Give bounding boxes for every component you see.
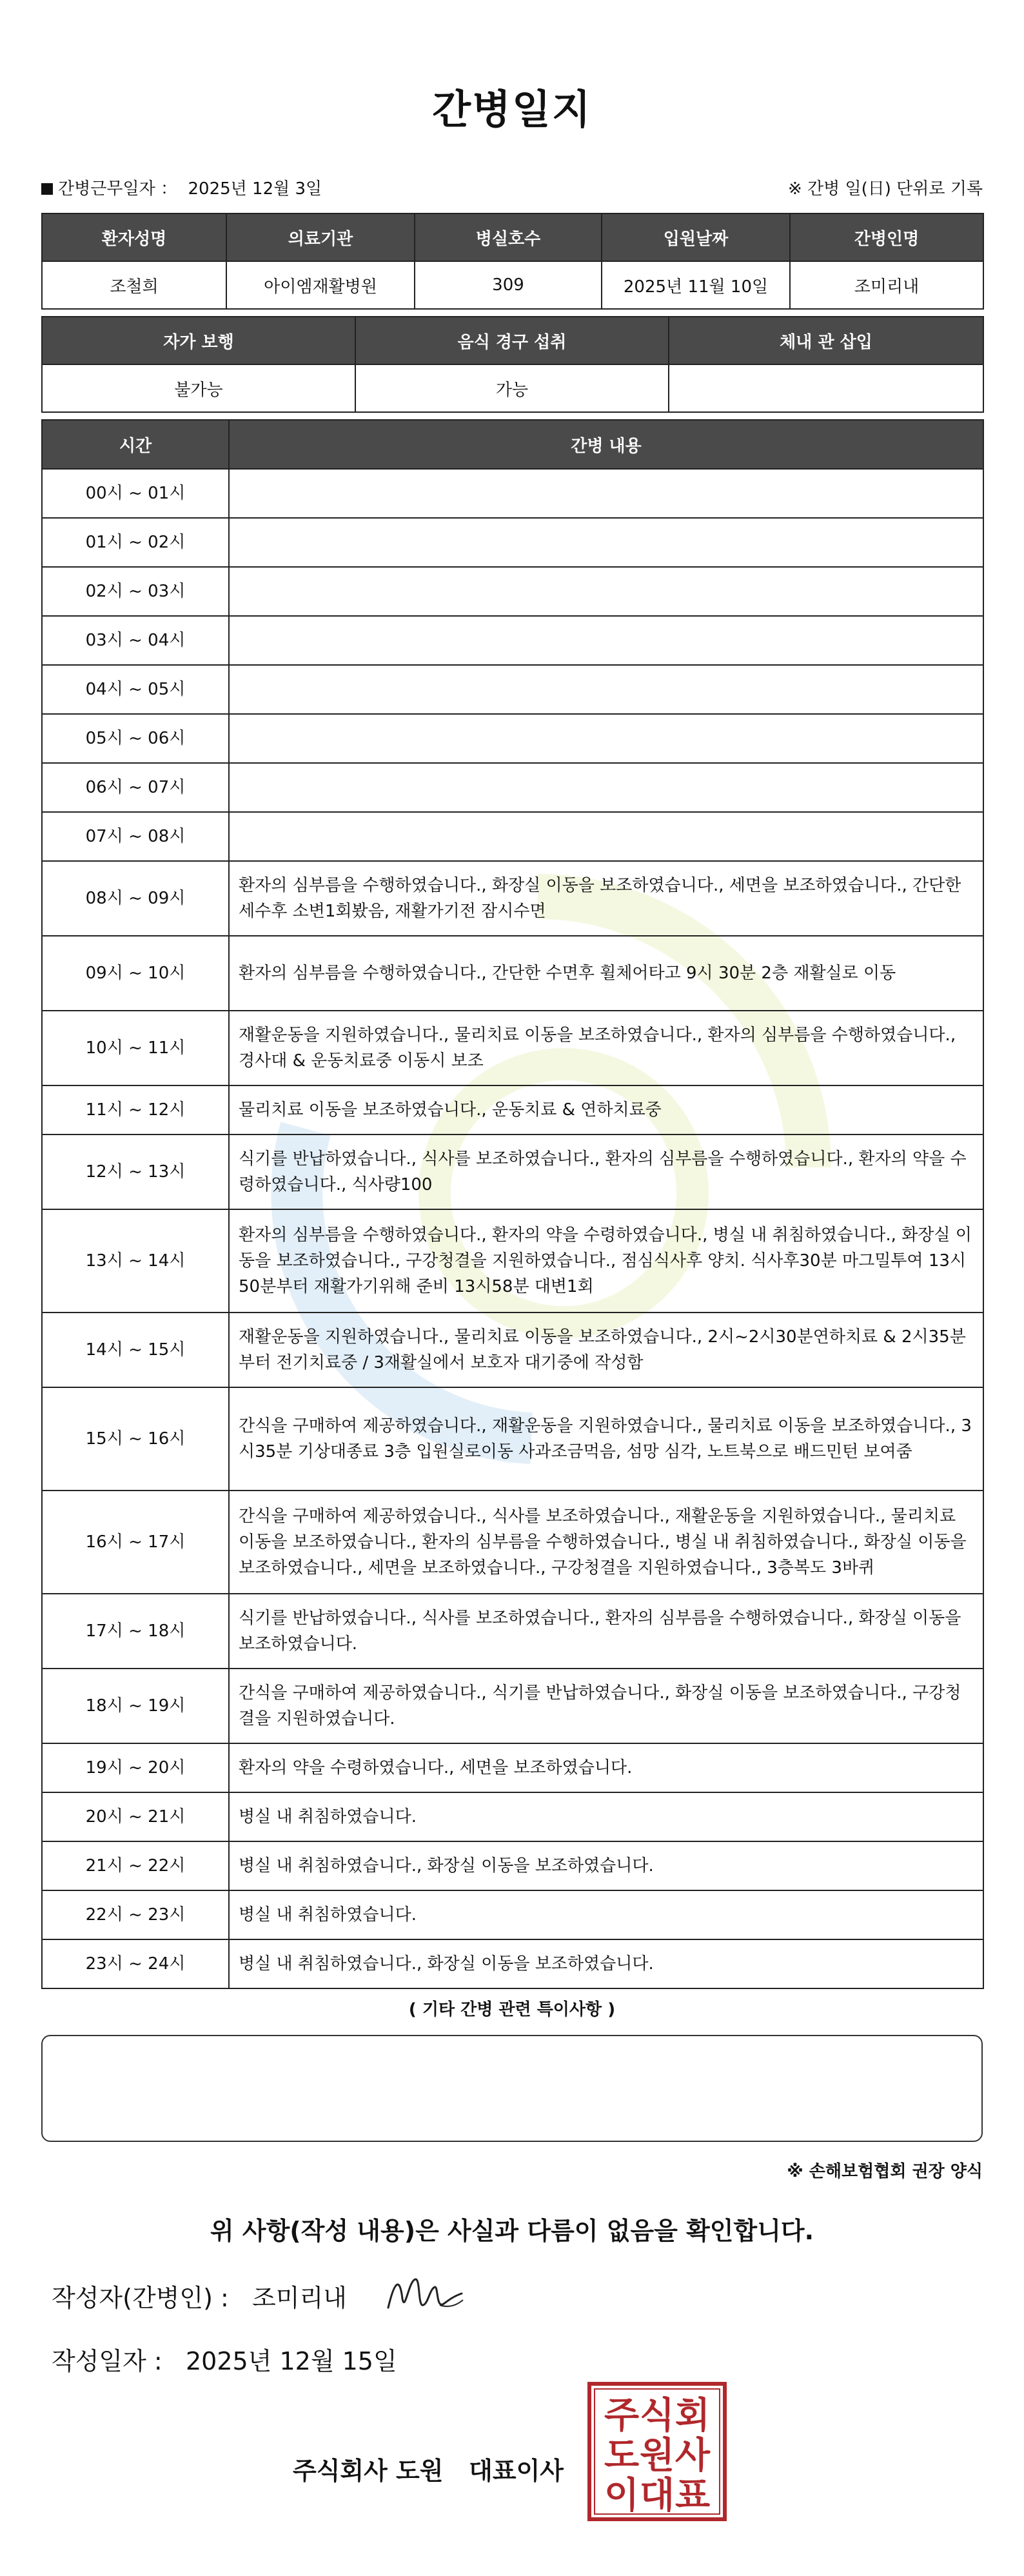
header-caregiver: 간병인명 (790, 213, 983, 261)
table-row (42, 1011, 983, 1085)
table-row (42, 1491, 983, 1594)
care-log-table (41, 419, 984, 1989)
table-row (42, 861, 983, 936)
time-slot: 15시 ~ 16시 (42, 1387, 229, 1491)
time-slot: 17시 ~ 18시 (42, 1594, 229, 1669)
table-row (42, 567, 983, 616)
time-slot: 22시 ~ 23시 (42, 1890, 229, 1939)
svg-text:도: 도 (604, 2434, 640, 2477)
table-row (42, 1313, 983, 1387)
care-content (229, 763, 983, 812)
time-slot: 13시 ~ 14시 (42, 1209, 229, 1313)
svg-text:대: 대 (639, 2474, 675, 2517)
care-content (229, 665, 983, 714)
table-row (42, 616, 983, 665)
care-content: 재활운동을 지원하였습니다., 물리치료 이동을 보조하였습니다., 2시~2시30분연하치료 & 2시35분부터 전기치료중 / 3재활실에서 보호자 대기중에 작성함 (229, 1313, 983, 1387)
time-slot: 03시 ~ 04시 (42, 616, 229, 665)
svg-text:주: 주 (604, 2394, 640, 2437)
svg-text:이: 이 (604, 2474, 640, 2517)
time-slot: 04시 ~ 05시 (42, 665, 229, 714)
walking-value: 불가능 (42, 364, 355, 412)
table-row (42, 714, 983, 763)
time-slot: 14시 ~ 15시 (42, 1313, 229, 1387)
confirmation-statement: 위 사항(작성 내용)은 사실과 다름이 없음을 확인합니다. (210, 2217, 814, 2245)
care-content: 환자의 심부름을 수행하였습니다., 환자의 약을 수령하였습니다., 병실 내 취침하였습니다., 화장실 이동을 보조하였습니다., 구강청결을 지원하였습니다., 점심식사후 양치. 식사후30분 마그밀투여 13시50분부터 재활가기위해 준비 13시58분 대변1회 (229, 1209, 983, 1313)
table-row (42, 1387, 983, 1491)
table-row (42, 1743, 983, 1792)
header-content: 간병 내용 (229, 420, 983, 469)
care-content (229, 616, 983, 665)
notes-label: ( 기타 간병 관련 특이사항 ) (408, 2000, 616, 2019)
writer-row (52, 2278, 347, 2313)
care-content: 환자의 심부름을 수행하였습니다., 화장실 이동을 보조하였습니다., 세면을 보조하였습니다., 간단한세수후 소변1회봤음, 재활가기전 잠시수면 (229, 861, 983, 936)
care-content: 병실 내 취침하였습니다. (229, 1792, 983, 1841)
recommended-form-note: ※ 손해보험협회 권장 양식 (787, 2162, 983, 2181)
company-seal-image (587, 2381, 727, 2522)
svg-text:원: 원 (639, 2434, 675, 2477)
time-slot: 01시 ~ 02시 (42, 518, 229, 567)
patient-info-table (41, 213, 984, 310)
time-slot: 19시 ~ 20시 (42, 1743, 229, 1792)
time-slot: 08시 ~ 09시 (42, 861, 229, 936)
care-content (229, 469, 983, 518)
time-slot: 07시 ~ 08시 (42, 812, 229, 861)
header-hospital: 의료기관 (226, 213, 415, 261)
admission-date: 2025년 11월 10일 (602, 261, 790, 309)
header-oral-intake: 음식 경구 섭취 (355, 317, 669, 364)
header-walking: 자가 보행 (42, 317, 355, 364)
written-date-label: 작성일자 : (52, 2347, 162, 2375)
time-slot: 02시 ~ 03시 (42, 567, 229, 616)
svg-text:회: 회 (674, 2394, 711, 2437)
care-content: 환자의 약을 수령하였습니다., 세면을 보조하였습니다. (229, 1743, 983, 1792)
written-date-value: 2025년 12월 15일 (185, 2347, 397, 2375)
writer-label: 작성자(간병인) : (52, 2284, 229, 2312)
care-content: 환자의 심부름을 수행하였습니다., 간단한 수면후 휠체어타고 9시 30분 2층 재활실로 이동 (229, 936, 983, 1011)
work-date-block (41, 175, 322, 199)
header-room: 병실호수 (415, 213, 602, 261)
care-content (229, 812, 983, 861)
tube-value (669, 364, 983, 412)
time-slot: 10시 ~ 11시 (42, 1011, 229, 1085)
table-row (42, 1085, 983, 1134)
svg-text:식: 식 (639, 2394, 675, 2437)
svg-text:사: 사 (674, 2434, 711, 2477)
time-slot: 18시 ~ 19시 (42, 1669, 229, 1743)
notes-box (41, 2035, 983, 2142)
table-row (42, 1841, 983, 1890)
care-content (229, 518, 983, 567)
caregiver-name: 조미리내 (790, 261, 983, 309)
care-content: 병실 내 취침하였습니다., 화장실 이동을 보조하였습니다. (229, 1841, 983, 1890)
care-log-rows (42, 469, 983, 1988)
care-content: 병실 내 취침하였습니다., 화장실 이동을 보조하였습니다. (229, 1939, 983, 1988)
patient-name: 조철희 (42, 261, 226, 309)
time-slot: 00시 ~ 01시 (42, 469, 229, 518)
table-row (42, 1134, 983, 1209)
table-row (42, 518, 983, 567)
care-content: 병실 내 취침하였습니다. (229, 1890, 983, 1939)
work-date-row (41, 175, 983, 201)
table-row (42, 1890, 983, 1939)
signature-image (383, 2268, 467, 2319)
table-row (42, 1209, 983, 1313)
work-date-label: 간병근무일자 ： (58, 179, 177, 199)
table-row (42, 1669, 983, 1743)
care-content (229, 567, 983, 616)
table-row (42, 812, 983, 861)
header-admission-date: 입원날짜 (602, 213, 790, 261)
table-row (42, 469, 983, 518)
writer-name: 조미리내 (252, 2284, 347, 2312)
ability-table (41, 316, 984, 413)
care-content: 재활운동을 지원하였습니다., 물리치료 이동을 보조하였습니다., 환자의 심부름을 수행하였습니다., 경사대 & 운동치료중 이동시 보조 (229, 1011, 983, 1085)
time-slot: 06시 ~ 07시 (42, 763, 229, 812)
time-slot: 12시 ~ 13시 (42, 1134, 229, 1209)
care-content: 간식을 구매하여 제공하였습니다., 식사를 보조하였습니다., 재활운동을 지원하였습니다., 물리치료 이동을 보조하였습니다., 환자의 심부름을 수행하였습니다., 병실 내 취침하였습니다., 화장실 이동을 보조하였습니다., 세면을 보조하였습니다., 구강청결을 지원하였습니다., 3층복도 3바퀴 (229, 1491, 983, 1594)
time-slot: 11시 ~ 12시 (42, 1085, 229, 1134)
table-row (42, 1792, 983, 1841)
work-date-value: 2025년 12월 3일 (188, 179, 322, 199)
document-title: 간병일지 (432, 86, 592, 133)
care-content (229, 714, 983, 763)
room-number: 309 (415, 261, 602, 309)
time-slot: 23시 ~ 24시 (42, 1939, 229, 1988)
table-row (42, 1939, 983, 1988)
svg-text:표: 표 (674, 2474, 711, 2517)
company-representative: 주식회사 도원 대표이사 (293, 2457, 564, 2485)
hospital-name: 아이엠재활병원 (226, 261, 415, 309)
time-slot: 09시 ~ 10시 (42, 936, 229, 1011)
time-slot: 05시 ~ 06시 (42, 714, 229, 763)
care-content: 물리치료 이동을 보조하였습니다., 운동치료 & 연하치료중 (229, 1085, 983, 1134)
care-content: 간식을 구매하여 제공하였습니다., 재활운동을 지원하였습니다., 물리치료 이동을 보조하였습니다., 3시35분 기상대종료 3층 입원실로이동 사과조금먹음, 섬망 심각, 노트북으로 배드민턴 보여줌 (229, 1387, 983, 1491)
time-slot: 16시 ~ 17시 (42, 1491, 229, 1594)
table-row (42, 763, 983, 812)
time-slot: 20시 ~ 21시 (42, 1792, 229, 1841)
table-row (42, 1594, 983, 1669)
header-patient-name: 환자성명 (42, 213, 226, 261)
care-content: 간식을 구매하여 제공하였습니다., 식기를 반납하였습니다., 화장실 이동을 보조하였습니다., 구강청결을 지원하였습니다. (229, 1669, 983, 1743)
table-row (42, 665, 983, 714)
care-content: 식기를 반납하였습니다., 식사를 보조하였습니다., 환자의 심부름을 수행하였습니다., 화장실 이동을 보조하였습니다. (229, 1594, 983, 1669)
time-slot: 21시 ~ 22시 (42, 1841, 229, 1890)
oral-intake-value: 가능 (355, 364, 669, 412)
daily-record-note: ※ 간병 일(日) 단위로 기록 (787, 179, 983, 199)
header-tube: 체내 관 삽입 (669, 317, 983, 364)
care-content: 식기를 반납하였습니다., 식사를 보조하였습니다., 환자의 심부름을 수행하였습니다., 환자의 약을 수령하였습니다., 식사량100 (229, 1134, 983, 1209)
written-date-row (52, 2341, 397, 2377)
square-bullet-icon (41, 183, 53, 195)
table-row (42, 936, 983, 1011)
header-time: 시간 (42, 420, 229, 469)
